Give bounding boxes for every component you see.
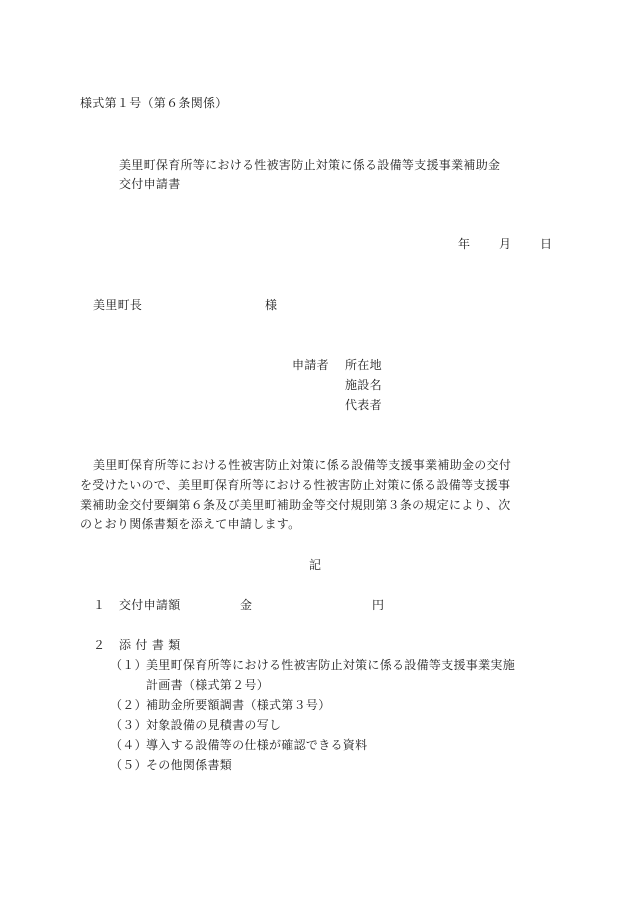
attachment-4-text: 導入する設備等の仕様が確認できる資料 — [146, 738, 368, 752]
attachment-2-num: （２） — [110, 698, 147, 712]
attachment-1-text: 美里町保育所等における性被害防止対策に係る設備等支援事業実施 — [146, 658, 516, 672]
date-month-label: 月 — [499, 237, 512, 251]
body-line-3: 業補助金交付要綱第６条及び美里町補助金等交付規則第３条の規定により、次 — [80, 498, 511, 512]
date-day-label: 日 — [540, 237, 553, 251]
applicant-address-label: 所在地 — [345, 358, 382, 372]
attachment-4-num: （４） — [110, 738, 147, 752]
attachment-3-text: 対象設備の見積書の写し — [146, 718, 282, 732]
date-year-label: 年 — [458, 237, 471, 251]
form-title-line2: 交付申請書 — [119, 177, 181, 191]
item1-number: １ — [93, 598, 106, 612]
addressee-honorific: 様 — [265, 298, 278, 312]
applicant-facility-label: 施設名 — [345, 378, 382, 392]
item2-number: ２ — [93, 638, 106, 652]
addressee-name: 美里町長 — [93, 298, 143, 312]
item1-kin: 金 — [240, 598, 253, 612]
item1-yen: 円 — [372, 598, 385, 612]
body-line-1: 美里町保育所等における性被害防止対策に係る設備等支援事業補助金の交付 — [93, 458, 512, 472]
item1-label: 交付申請額 — [119, 598, 181, 612]
form-title-line1: 美里町保育所等における性被害防止対策に係る設備等支援事業補助金 — [119, 158, 501, 172]
item2-label: 添 付 書 類 — [119, 638, 181, 652]
form-number: 様式第１号（第６条関係） — [80, 96, 228, 110]
attachment-3-num: （３） — [110, 718, 147, 732]
attachment-1-cont: 計画書（様式第２号） — [146, 678, 270, 692]
body-line-4: のとおり関係書類を添えて申請します。 — [80, 517, 301, 531]
ki-heading: 記 — [309, 558, 322, 572]
applicant-representative-label: 代表者 — [345, 398, 382, 412]
attachment-1-num: （１） — [110, 658, 147, 672]
attachment-5-text: その他関係書類 — [146, 758, 233, 772]
body-line-2: を受けたいので、美里町保育所等における性被害防止対策に係る設備等支援事 — [80, 478, 511, 492]
attachment-2-text: 補助金所要額調書（様式第３号） — [146, 698, 331, 712]
applicant-label: 申請者 — [292, 358, 329, 372]
attachment-5-num: （５） — [110, 758, 147, 772]
